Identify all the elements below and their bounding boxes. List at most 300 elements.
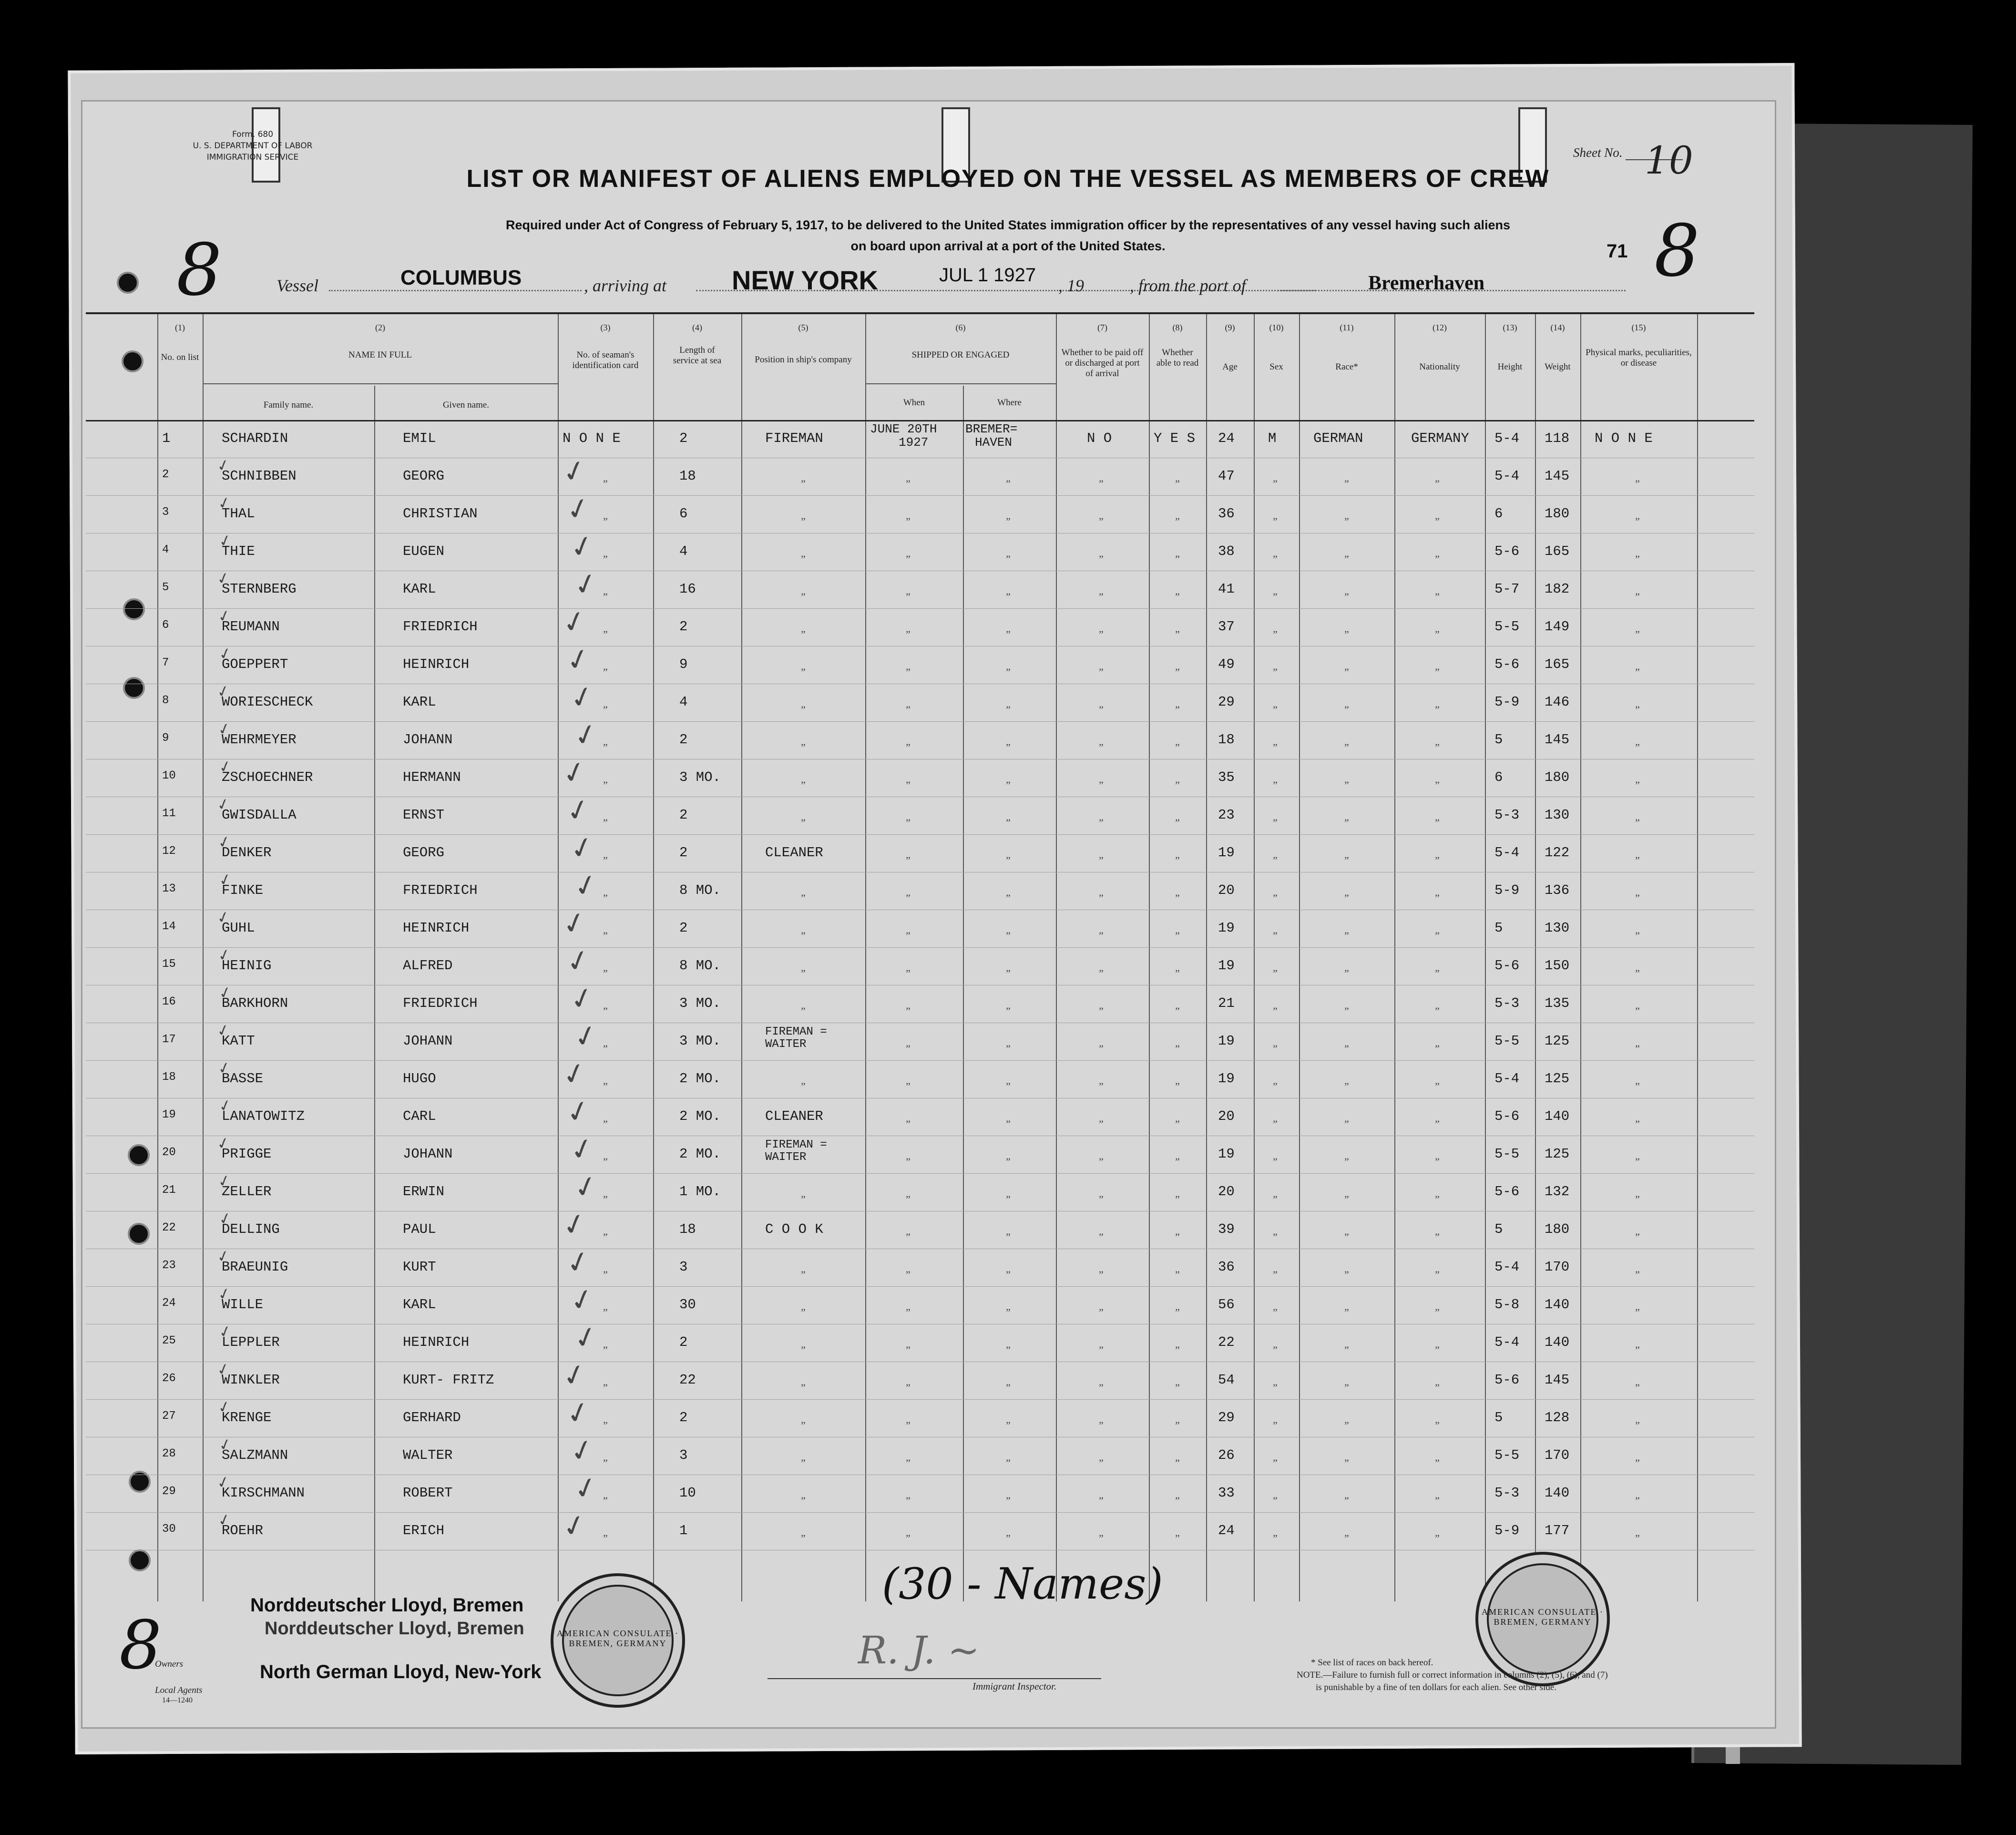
- row-number: 18: [162, 1071, 176, 1084]
- given-name: ERICH: [403, 1523, 445, 1538]
- ditto-mark: „: [1175, 773, 1180, 785]
- ditto-mark: „: [1175, 1451, 1180, 1463]
- ditto-mark: „: [603, 547, 608, 559]
- column-number: (3): [600, 323, 611, 332]
- header-physical-marks: Physical marks, peculiarities, or disease: [1586, 348, 1692, 368]
- ditto-mark: „: [1175, 962, 1180, 974]
- height: 5-3: [1494, 995, 1520, 1011]
- check-mark: ✓: [562, 791, 594, 830]
- check-mark: ✓: [562, 1092, 594, 1131]
- family-name: THIE: [222, 543, 255, 559]
- sex: M: [1268, 431, 1277, 446]
- ditto-mark: „: [603, 1150, 608, 1162]
- given-name: ERWIN: [403, 1184, 445, 1199]
- ditto-mark: „: [1175, 1376, 1180, 1388]
- column-number: (11): [1340, 323, 1354, 332]
- ditto-mark: „: [906, 1150, 911, 1162]
- length-of-service: 1: [679, 1523, 688, 1538]
- handwritten-mark: 8: [119, 1607, 162, 1684]
- ditto-mark: „: [1273, 736, 1278, 748]
- ditto-mark: „: [1344, 924, 1349, 936]
- ditto-mark: „: [1435, 623, 1440, 635]
- physical-marks: N O N E: [1595, 431, 1653, 446]
- ditto-mark: „: [1099, 1527, 1104, 1538]
- ditto-mark: „: [801, 1188, 806, 1199]
- length-of-service: 2: [679, 1410, 688, 1425]
- weight: 125: [1545, 1033, 1570, 1049]
- ditto-mark: „: [1099, 1338, 1104, 1350]
- shipped-where: BREMER=: [965, 422, 1018, 436]
- check-mark: ✓: [566, 829, 598, 868]
- ditto-mark: „: [603, 773, 608, 785]
- check-mark: ✓: [215, 455, 232, 476]
- arriving-label: , arriving at: [584, 276, 667, 295]
- ditto-mark: „: [603, 698, 608, 710]
- ditto-mark: „: [1006, 849, 1011, 861]
- row-number: 4: [162, 543, 169, 556]
- age: 24: [1218, 431, 1235, 446]
- ditto-mark: „: [1175, 924, 1180, 936]
- weight: 150: [1545, 958, 1570, 974]
- ditto-mark: „: [1273, 1150, 1278, 1162]
- weight: 132: [1545, 1184, 1570, 1199]
- ditto-mark: „: [801, 660, 806, 672]
- manifest-subtitle: [0, 215, 2016, 256]
- ditto-mark: „: [1635, 1451, 1640, 1463]
- ditto-mark: „: [906, 736, 911, 748]
- row-number: 8: [162, 694, 169, 707]
- ditto-mark: „: [1099, 1301, 1104, 1312]
- ditto-mark: „: [1435, 1112, 1440, 1124]
- ditto-mark: „: [1099, 1376, 1104, 1388]
- ditto-mark: „: [1006, 736, 1011, 748]
- ditto-mark: „: [1175, 1527, 1180, 1538]
- ditto-mark: „: [801, 1338, 806, 1350]
- check-mark: ✓: [215, 1057, 233, 1078]
- ditto-mark: „: [1006, 773, 1011, 785]
- row-number: 3: [162, 506, 169, 519]
- ditto-mark: „: [1175, 1338, 1180, 1350]
- ditto-mark: „: [1344, 623, 1349, 635]
- ditto-mark: „: [1099, 1150, 1104, 1162]
- check-mark: ✓: [216, 756, 234, 777]
- length-of-service: 3 MO.: [679, 1033, 721, 1049]
- column-divider: [963, 386, 964, 1601]
- ditto-mark: „: [603, 962, 608, 974]
- age: 19: [1218, 1146, 1235, 1162]
- ditto-mark: „: [1344, 1112, 1349, 1124]
- column-divider: [1254, 314, 1255, 1601]
- given-name: KARL: [403, 1297, 436, 1312]
- ditto-mark: „: [1006, 1301, 1011, 1312]
- age: 47: [1218, 468, 1235, 484]
- department-name: U. S. DEPARTMENT OF LABOR: [193, 141, 313, 151]
- height: 5-4: [1494, 1259, 1520, 1275]
- ditto-mark: „: [1006, 623, 1011, 635]
- row-rule: [86, 495, 1754, 496]
- ditto-mark: „: [1435, 962, 1440, 974]
- length-of-service: 3: [679, 1447, 688, 1463]
- inspector-signature: R. J. ~: [858, 1628, 980, 1672]
- check-mark: ✓: [558, 452, 591, 491]
- ditto-mark: „: [603, 1188, 608, 1199]
- ditto-mark: „: [1006, 1112, 1011, 1124]
- column-number: (1): [175, 323, 185, 332]
- ditto-mark: „: [1635, 886, 1640, 898]
- weight: 145: [1545, 732, 1570, 748]
- check-mark: ✓: [566, 1281, 598, 1320]
- page-hand-number: 71: [1607, 241, 1628, 262]
- row-number: 29: [162, 1485, 176, 1498]
- row-number: 14: [162, 920, 176, 933]
- ditto-mark: „: [1344, 1301, 1349, 1312]
- ditto-mark: „: [1435, 773, 1440, 785]
- ditto-mark: „: [1175, 1037, 1180, 1049]
- age: 41: [1218, 581, 1235, 597]
- weight: 128: [1545, 1410, 1570, 1425]
- ditto-mark: „: [1175, 1112, 1180, 1124]
- row-number: 16: [162, 995, 176, 1008]
- ditto-mark: „: [1273, 623, 1278, 635]
- ditto-mark: „: [801, 510, 806, 522]
- family-name: REUMANN: [222, 619, 280, 635]
- check-mark: ✓: [215, 1246, 232, 1267]
- ditto-mark: „: [1273, 849, 1278, 861]
- weight: 170: [1545, 1259, 1570, 1275]
- ditto-mark: „: [801, 1414, 806, 1425]
- row-number: 24: [162, 1297, 176, 1310]
- length-of-service: 10: [679, 1485, 696, 1501]
- ditto-mark: „: [1435, 1075, 1440, 1087]
- family-name: SCHNIBBEN: [222, 468, 297, 484]
- given-name: HEINRICH: [403, 920, 470, 936]
- paid-off-at-arrival: N O: [1087, 431, 1112, 446]
- ditto-mark: „: [1099, 999, 1104, 1011]
- ditto-mark: „: [603, 1338, 608, 1350]
- ditto-mark: „: [1635, 999, 1640, 1011]
- ditto-mark: „: [801, 1376, 806, 1388]
- seal-text: AMERICAN CONSULATE · BREMEN, GERMANY: [557, 1629, 679, 1648]
- row-number: 11: [162, 807, 176, 820]
- height: 5-4: [1494, 845, 1520, 861]
- ditto-mark: „: [1344, 886, 1349, 898]
- ditto-mark: „: [1273, 1527, 1278, 1538]
- ditto-mark: „: [1435, 736, 1440, 748]
- ditto-mark: „: [906, 886, 911, 898]
- family-name: STERNBERG: [222, 581, 297, 597]
- row-number: 6: [162, 619, 169, 632]
- ditto-mark: „: [1099, 472, 1104, 484]
- family-name: HEINIG: [222, 958, 272, 974]
- ditto-mark: „: [801, 736, 806, 748]
- ditto-mark: „: [603, 924, 608, 936]
- column-divider: [865, 314, 866, 1601]
- ditto-mark: „: [906, 698, 911, 710]
- ditto-mark: „: [906, 510, 911, 522]
- family-name: GWISDALLA: [222, 807, 297, 823]
- family-name: BARKHORN: [222, 995, 288, 1011]
- check-mark: ✓: [215, 1359, 232, 1380]
- ditto-mark: „: [801, 773, 806, 785]
- ditto-mark: „: [603, 660, 608, 672]
- height: 5: [1494, 920, 1503, 936]
- height: 5-5: [1494, 1447, 1520, 1463]
- row-rule: [86, 834, 1754, 835]
- height: 5-3: [1494, 1485, 1520, 1501]
- length-of-service: 4: [679, 694, 688, 710]
- height: 5-6: [1494, 1372, 1520, 1388]
- check-mark: ✓: [566, 1431, 598, 1470]
- agents-code: 14—1240: [162, 1696, 193, 1704]
- form-number-block: [172, 129, 334, 163]
- ditto-mark: „: [1435, 1225, 1440, 1237]
- ditto-mark: „: [1099, 773, 1104, 785]
- height: 5: [1494, 732, 1503, 748]
- weight: 180: [1545, 769, 1570, 785]
- length-of-service: 2: [679, 845, 688, 861]
- ditto-mark: „: [603, 585, 608, 597]
- check-mark: ✓: [570, 565, 602, 604]
- check-mark: ✓: [558, 1055, 591, 1094]
- length-of-service: 1 MO.: [679, 1184, 721, 1199]
- ditto-mark: „: [1175, 849, 1180, 861]
- ditto-mark: „: [801, 547, 806, 559]
- given-name: CARL: [403, 1108, 436, 1124]
- ditto-mark: „: [906, 1301, 911, 1312]
- given-name: EMIL: [403, 431, 436, 446]
- sheet-label: Sheet No.: [1573, 145, 1623, 160]
- family-name: DELLING: [222, 1221, 280, 1237]
- ditto-mark: „: [1273, 999, 1278, 1011]
- height: 6: [1494, 506, 1503, 522]
- ditto-mark: „: [1175, 811, 1180, 823]
- ditto-mark: „: [906, 924, 911, 936]
- family-name: WEHRMEYER: [222, 732, 297, 748]
- age: 39: [1218, 1221, 1235, 1237]
- ditto-mark: „: [906, 1376, 911, 1388]
- check-mark: ✓: [558, 1507, 591, 1546]
- ditto-mark: „: [1435, 660, 1440, 672]
- ditto-mark: „: [1006, 660, 1011, 672]
- check-mark: ✓: [558, 1205, 591, 1244]
- age: 20: [1218, 1184, 1235, 1199]
- ditto-mark: „: [1344, 510, 1349, 522]
- age: 36: [1218, 1259, 1235, 1275]
- ditto-mark: „: [906, 1338, 911, 1350]
- name-subheader-line: [203, 383, 558, 384]
- from-port-label: , from the port of: [1130, 276, 1246, 295]
- ditto-mark: „: [1344, 547, 1349, 559]
- header-family-name: Family name.: [263, 400, 314, 410]
- check-mark: ✓: [558, 753, 591, 792]
- agents-label: Local Agents: [155, 1685, 203, 1695]
- ditto-mark: „: [1435, 1376, 1440, 1388]
- length-of-service: 2: [679, 619, 688, 635]
- ditto-mark: „: [1635, 962, 1640, 974]
- check-mark: ✓: [215, 568, 232, 589]
- ditto-mark: „: [906, 623, 911, 635]
- ditto-mark: „: [906, 1527, 911, 1538]
- ditto-mark: „: [1006, 1188, 1011, 1199]
- header-id-card: No. of seaman's identification card: [572, 350, 639, 370]
- ditto-mark: „: [1635, 773, 1640, 785]
- ditto-mark: „: [1175, 736, 1180, 748]
- header-when: When: [903, 398, 925, 408]
- row-number: 2: [162, 468, 169, 481]
- row-number: 7: [162, 656, 169, 669]
- ditto-mark: „: [906, 962, 911, 974]
- age: 33: [1218, 1485, 1235, 1501]
- crew-table: [86, 312, 1754, 1601]
- ditto-mark: „: [1635, 1112, 1640, 1124]
- ship-position: FIREMAN: [765, 431, 823, 446]
- age: 22: [1218, 1334, 1235, 1350]
- weight: 140: [1545, 1108, 1570, 1124]
- height: 5-6: [1494, 1184, 1520, 1199]
- ditto-mark: „: [1099, 510, 1104, 522]
- ditto-mark: „: [1273, 1414, 1278, 1425]
- ditto-mark: „: [1175, 1150, 1180, 1162]
- height: 5-9: [1494, 694, 1520, 710]
- family-name: GUHL: [222, 920, 255, 936]
- weight: 170: [1545, 1447, 1570, 1463]
- header-weight: Weight: [1545, 362, 1571, 372]
- given-name: HEINRICH: [403, 1334, 470, 1350]
- age: 29: [1218, 694, 1235, 710]
- row-rule: [86, 1173, 1754, 1174]
- height: 5-6: [1494, 656, 1520, 672]
- height: 5-4: [1494, 1334, 1520, 1350]
- given-name: HERMANN: [403, 769, 461, 785]
- ditto-mark: „: [1635, 1414, 1640, 1425]
- age: 23: [1218, 807, 1235, 823]
- race: GERMAN: [1313, 431, 1363, 446]
- family-name: ROEHR: [222, 1523, 264, 1538]
- footer-notes: [1297, 1657, 1726, 1694]
- check-mark: ✓: [215, 681, 232, 702]
- age: 19: [1218, 1071, 1235, 1087]
- ditto-mark: „: [1006, 1414, 1011, 1425]
- ditto-mark: „: [1344, 849, 1349, 861]
- length-of-service: 2: [679, 732, 688, 748]
- weight: 165: [1545, 543, 1570, 559]
- weight: 130: [1545, 807, 1570, 823]
- ditto-mark: „: [1099, 547, 1104, 559]
- ditto-mark: „: [1175, 1225, 1180, 1237]
- subtitle-line-2: on board upon arrival at a port of the United States.: [850, 239, 1166, 253]
- row-number: 9: [162, 732, 169, 745]
- column-divider: [1394, 314, 1395, 1601]
- form-number: Form. 680: [232, 130, 274, 139]
- weight: 125: [1545, 1146, 1570, 1162]
- header-nationality: Nationality: [1419, 362, 1460, 372]
- family-name: KIRSCHMANN: [222, 1485, 305, 1501]
- ditto-mark: „: [1344, 472, 1349, 484]
- check-mark: ✓: [215, 605, 233, 626]
- ditto-mark: „: [1435, 585, 1440, 597]
- ditto-mark: „: [1006, 510, 1011, 522]
- check-mark: ✓: [216, 530, 234, 551]
- weight: 180: [1545, 1221, 1570, 1237]
- weight: 130: [1545, 920, 1570, 936]
- row-number: 26: [162, 1372, 176, 1385]
- year-label: , 19: [1058, 276, 1084, 295]
- ditto-mark: „: [1273, 1489, 1278, 1501]
- ditto-mark: „: [1635, 1150, 1640, 1162]
- ditto-mark: „: [1006, 1150, 1011, 1162]
- weight: 135: [1545, 995, 1570, 1011]
- ditto-mark: „: [906, 547, 911, 559]
- ditto-mark: „: [801, 698, 806, 710]
- row-number: 23: [162, 1259, 176, 1272]
- ditto-mark: „: [1175, 660, 1180, 672]
- subtitle-line-1: Required under Act of Congress of February 5, 1917, to be delivered to the United States immigration officer by the representatives of any vessel having such aliens: [505, 218, 1511, 232]
- column-divider: [653, 314, 654, 1601]
- check-mark: ✓: [570, 866, 602, 905]
- given-name: JOHANN: [403, 1033, 453, 1049]
- vessel-name: COLUMBUS: [400, 266, 522, 289]
- ditto-mark: „: [603, 510, 608, 522]
- check-mark: ✓: [216, 643, 234, 664]
- ditto-mark: „: [1175, 623, 1180, 635]
- ditto-mark: „: [1635, 585, 1640, 597]
- header-shipped-engaged: SHIPPED OR ENGAGED: [911, 350, 1010, 360]
- ditto-mark: „: [1006, 1489, 1011, 1501]
- weight: 177: [1545, 1523, 1570, 1538]
- ditto-mark: „: [1099, 1112, 1104, 1124]
- check-mark: ✓: [215, 1509, 233, 1530]
- height: 5-4: [1494, 468, 1520, 484]
- ditto-mark: „: [1635, 1037, 1640, 1049]
- inspector-label: Immigrant Inspector.: [972, 1681, 1057, 1692]
- given-name: KARL: [403, 694, 436, 710]
- ditto-mark: „: [603, 811, 608, 823]
- check-mark: ✓: [566, 527, 598, 566]
- seal-text: AMERICAN CONSULATE · BREMEN, GERMANY: [1482, 1607, 1604, 1627]
- ditto-mark: „: [1099, 585, 1104, 597]
- ditto-mark: „: [1273, 811, 1278, 823]
- ditto-mark: „: [1175, 510, 1180, 522]
- given-name: KURT- FRITZ: [403, 1372, 494, 1388]
- family-name: BRAEUNIG: [222, 1259, 288, 1275]
- given-name: KARL: [403, 581, 436, 597]
- ditto-mark: „: [1273, 1188, 1278, 1199]
- weight: 165: [1545, 656, 1570, 672]
- check-mark: ✓: [215, 794, 232, 815]
- ditto-mark: „: [1435, 1301, 1440, 1312]
- weight: 118: [1545, 431, 1570, 446]
- check-mark: ✓: [215, 718, 233, 739]
- ditto-mark: „: [801, 585, 806, 597]
- arrival-port: NEW YORK: [732, 265, 878, 295]
- handwritten-mark: 8: [176, 229, 222, 312]
- able-to-read: Y E S: [1154, 431, 1196, 446]
- height: 5-4: [1494, 431, 1520, 446]
- weight: 149: [1545, 619, 1570, 635]
- ditto-mark: „: [1635, 1263, 1640, 1275]
- ditto-mark: „: [906, 999, 911, 1011]
- check-mark: ✓: [570, 1469, 602, 1508]
- ditto-mark: „: [1175, 547, 1180, 559]
- ditto-mark: „: [801, 623, 806, 635]
- row-number: 10: [162, 769, 176, 782]
- family-name: THAL: [222, 506, 255, 522]
- ditto-mark: „: [603, 1075, 608, 1087]
- ditto-mark: „: [1099, 1037, 1104, 1049]
- column-number: (4): [692, 323, 702, 332]
- ditto-mark: „: [1273, 1263, 1278, 1275]
- ditto-mark: „: [1635, 1188, 1640, 1199]
